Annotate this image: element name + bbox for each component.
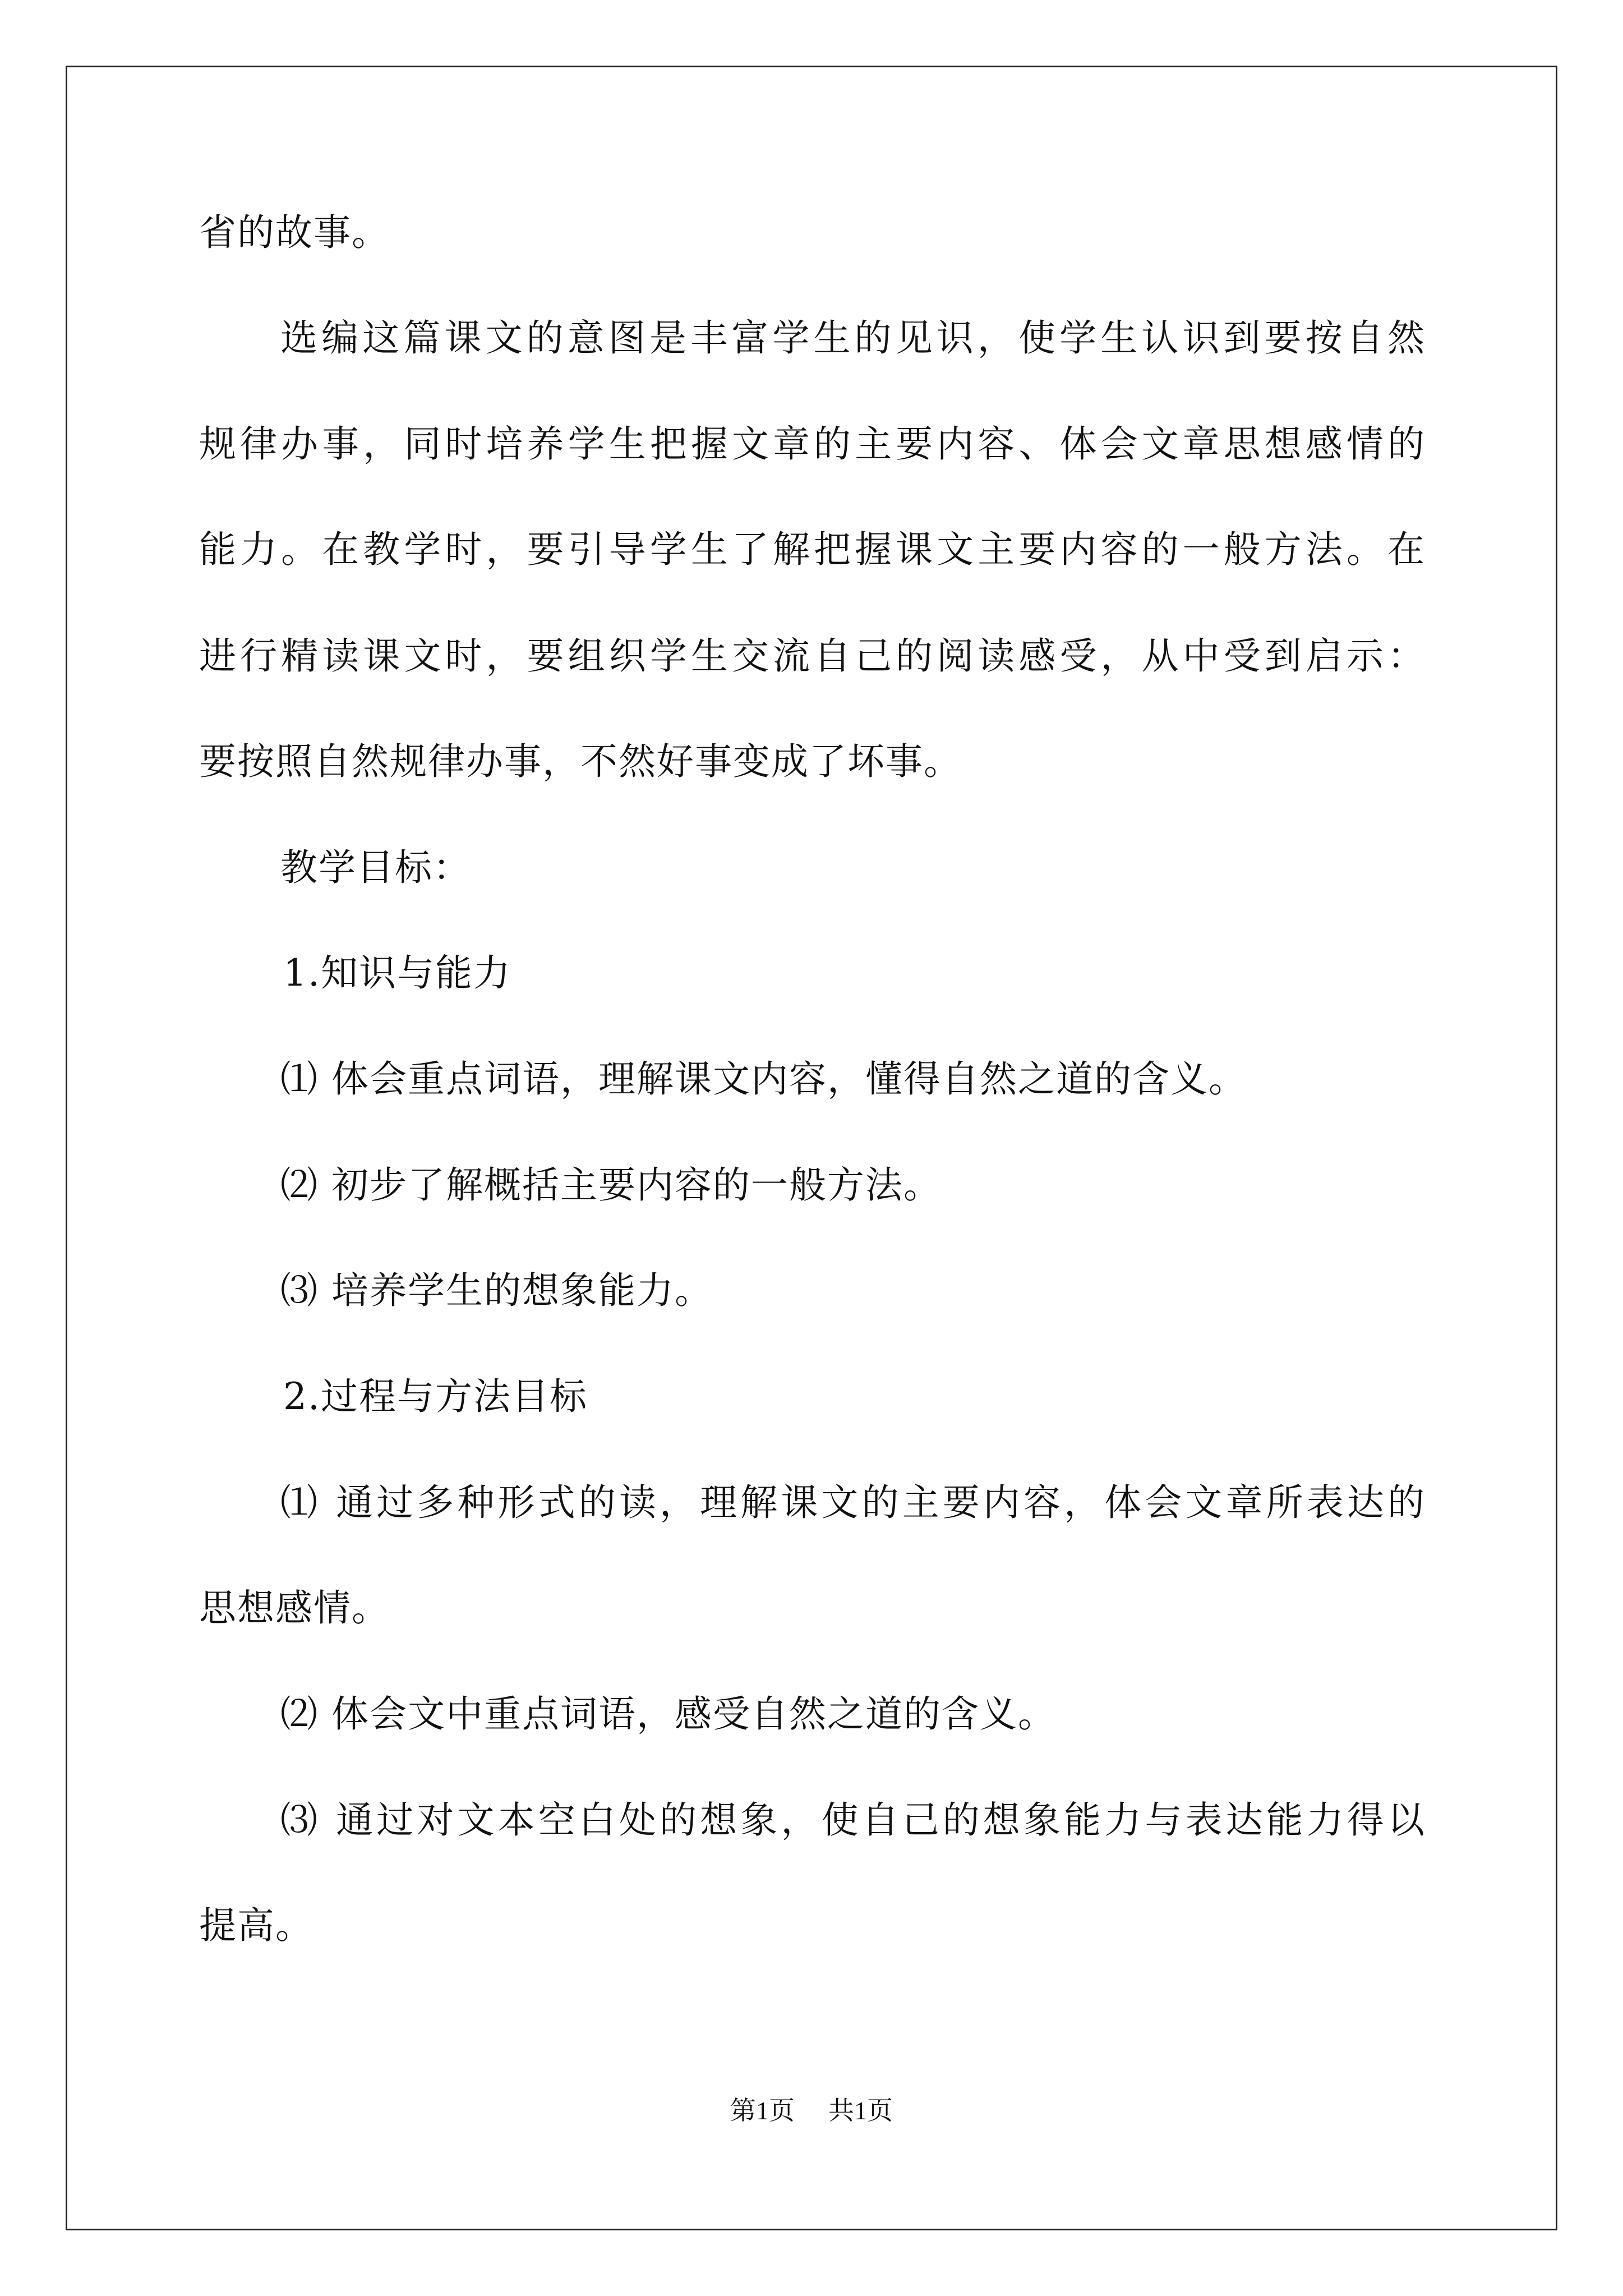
list-item-continuation: 思想感情。 <box>199 1586 390 1630</box>
list-item-continuation: 提高。 <box>199 1904 313 1947</box>
page-footer <box>0 2095 1623 2127</box>
subsection-heading: 1.知识与能力 <box>283 951 511 995</box>
subsection-heading: 2.过程与方法目标 <box>283 1375 588 1418</box>
paragraph-line: 要按照自然规律办事，不然好事变成了坏事。 <box>199 740 962 783</box>
page-total: 共1页 <box>828 2096 893 2125</box>
paragraph-line: 规律办事，同时培养学生把握文章的主要内容、体会文章思想感情的 <box>199 422 1424 466</box>
list-item: ⑶ 通过对文本空白处的想象，使自己的想象能力与表达能力得以 <box>280 1798 1424 1842</box>
paragraph-line: 省的故事。 <box>199 211 390 254</box>
list-item: ⑵ 体会文中重点词语，感受自然之道的含义。 <box>280 1692 1056 1736</box>
list-item: ⑴ 通过多种形式的读，理解课文的主要内容，体会文章所表达的 <box>280 1481 1424 1524</box>
list-item: ⑵ 初步了解概括主要内容的一般方法。 <box>280 1163 942 1207</box>
paragraph-line: 进行精读课文时，要组织学生交流自己的阅读感受，从中受到启示： <box>199 634 1424 678</box>
page-number: 第1页 <box>730 2096 795 2125</box>
list-item: ⑶ 培养学生的想象能力。 <box>280 1269 713 1312</box>
paragraph-line: 选编这篇课文的意图是丰富学生的见识，使学生认识到要按自然 <box>280 316 1424 360</box>
list-item: ⑴ 体会重点词语，理解课文内容，懂得自然之道的含义。 <box>280 1057 1247 1101</box>
paragraph-line: 能力。在教学时，要引导学生了解把握课文主要内容的一般方法。在 <box>199 528 1424 571</box>
section-heading: 教学目标： <box>280 846 471 889</box>
